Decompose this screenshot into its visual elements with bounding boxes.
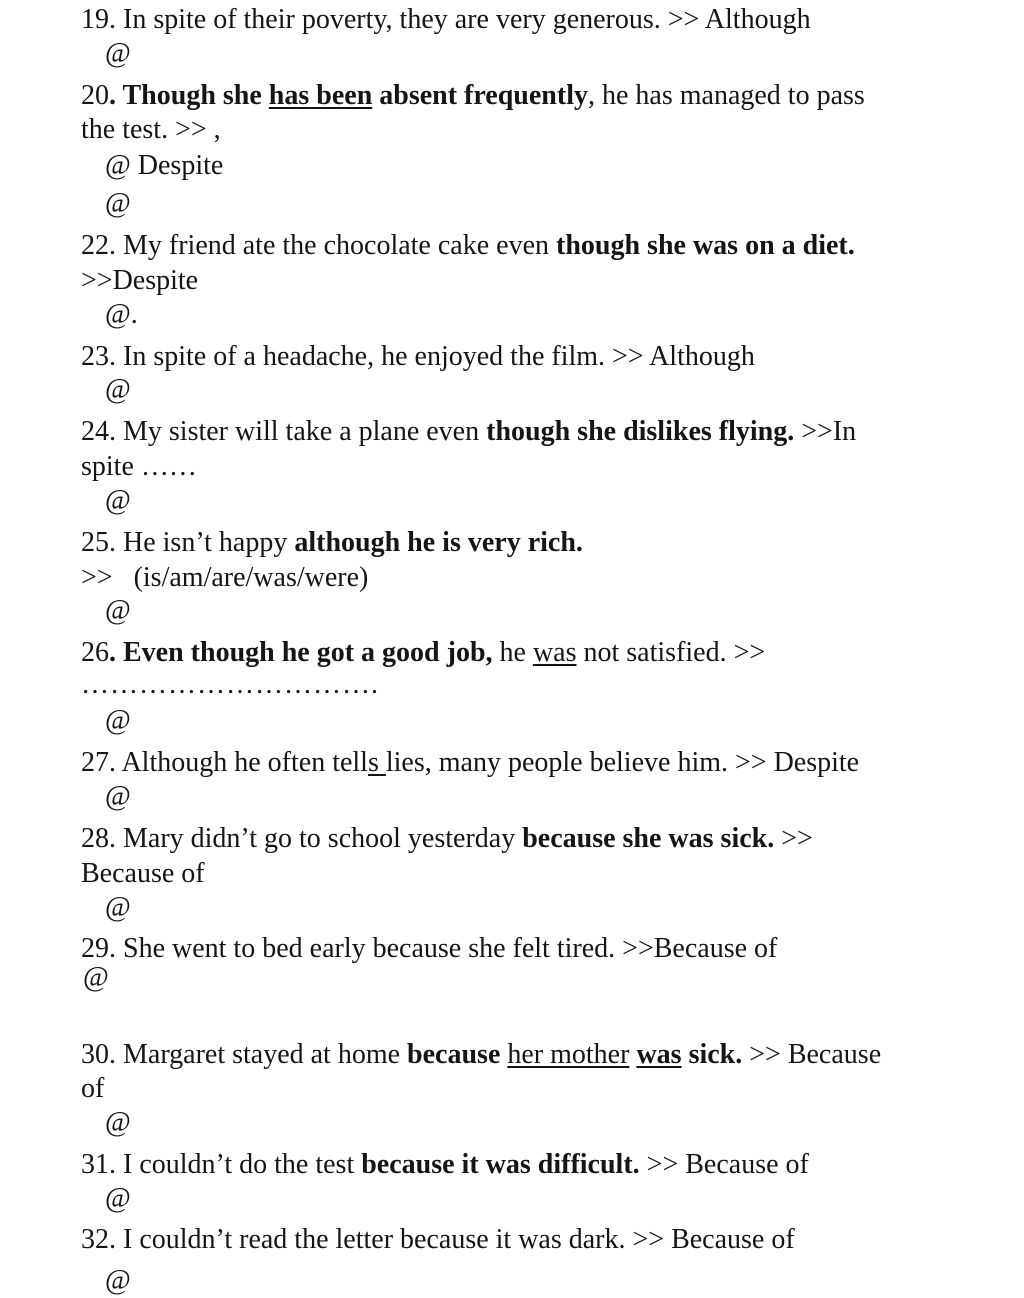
- question-31: [81, 1148, 809, 1182]
- question-26-bold: . Even though he got a good job,: [109, 637, 493, 668]
- answer-line-22: @.: [105, 299, 138, 330]
- question-24-text: 24. My sister will take a plane even: [81, 416, 487, 447]
- answer-line-25: @: [105, 595, 131, 626]
- question-22: [81, 229, 855, 263]
- question-22-line-2: >>Despite: [81, 265, 199, 296]
- question-25: [81, 526, 583, 560]
- question-30-bold-underlined: was: [636, 1039, 682, 1070]
- question-25-text: 25. He isn’t happy: [81, 527, 295, 558]
- question-19-text: 19. In spite of their poverty, they are very generous. >> Although: [81, 4, 811, 35]
- question-20-line-2: the test. >> ,: [81, 114, 221, 145]
- question-25-bold: although he is very rich.: [294, 527, 583, 558]
- question-32-text: 32. I couldn’t read the letter because it was dark. >> Because of: [81, 1224, 795, 1255]
- question-26-mid: he: [492, 637, 533, 668]
- question-22-bold: though she was on a diet.: [556, 230, 855, 261]
- question-25-line-2: >> (is/am/are/was/were): [81, 562, 369, 593]
- answer-line-30: @: [105, 1107, 131, 1138]
- question-30-text: 30. Margaret stayed at home: [81, 1039, 408, 1070]
- question-26-underlined: was: [532, 637, 577, 668]
- question-23: [81, 340, 755, 374]
- answer-line-20-despite: @ Despite: [105, 150, 224, 181]
- question-19: [81, 3, 811, 37]
- question-27-text: 27. Although he often tell: [81, 747, 368, 778]
- question-27-post: lies, many people believe him. >> Despite: [385, 747, 860, 778]
- question-30-underlined: her mother: [507, 1039, 630, 1070]
- question-24-bold: though she dislikes flying.: [486, 416, 795, 447]
- question-20-bold-1: Though she: [122, 80, 269, 111]
- question-20-number: 20: [81, 80, 109, 111]
- answer-line-32-clip: [0, 1262, 1024, 1296]
- answer-line-23: @: [105, 374, 131, 405]
- question-29-text: 29. She went to bed early because she felt tired. >>Because of: [81, 933, 778, 964]
- question-24: [81, 415, 856, 449]
- answer-line-19: @: [105, 38, 131, 69]
- question-32: [81, 1223, 795, 1257]
- question-26-post: not satisfied. >>: [576, 637, 766, 668]
- question-20: [81, 79, 865, 113]
- question-26-number: 26: [81, 637, 109, 668]
- question-30: [81, 1038, 881, 1072]
- answer-line-32: @: [105, 1265, 131, 1296]
- question-28-line-2: Because of: [81, 858, 205, 889]
- question-31-post: >> Because of: [639, 1149, 809, 1180]
- question-28-bold: because she was sick.: [522, 823, 775, 854]
- answer-line-20: @: [105, 188, 131, 219]
- question-22-text: 22. My friend ate the chocolate cake even: [81, 230, 557, 261]
- question-26-dotted-line: ………………………….: [81, 669, 379, 700]
- answer-line-31: @: [105, 1183, 131, 1214]
- question-30-line-2: of: [81, 1073, 105, 1104]
- question-28: [81, 822, 813, 856]
- question-28-post: >>: [774, 823, 813, 854]
- question-30-bold-1: because: [407, 1039, 501, 1070]
- question-31-bold: because it was difficult.: [361, 1149, 640, 1180]
- answer-line-28: @: [105, 892, 131, 923]
- question-20-rest: , he has managed to pass: [587, 80, 865, 111]
- answer-line-29: @: [83, 962, 109, 993]
- answer-line-24: @: [105, 485, 131, 516]
- question-20-bold-2: absent frequently: [372, 80, 588, 111]
- answer-line-27: @: [105, 781, 131, 812]
- question-29: [81, 932, 777, 966]
- question-24-post: >>In: [794, 416, 857, 447]
- question-24-line-2: spite ……: [81, 451, 197, 482]
- question-30-bold-2: sick.: [681, 1039, 743, 1070]
- answer-line-26: @: [105, 705, 131, 736]
- question-20-dot: .: [109, 80, 123, 111]
- question-31-text: 31. I couldn’t do the test: [81, 1149, 362, 1180]
- question-27: [81, 746, 859, 780]
- question-20-underlined: has been: [268, 80, 373, 111]
- question-26: [81, 636, 765, 670]
- question-28-text: 28. Mary didn’t go to school yesterday: [81, 823, 523, 854]
- question-23-text: 23. In spite of a headache, he enjoyed the film. >> Although: [81, 341, 755, 372]
- question-27-underlined: s: [367, 747, 386, 778]
- question-30-post: >> Because: [742, 1039, 882, 1070]
